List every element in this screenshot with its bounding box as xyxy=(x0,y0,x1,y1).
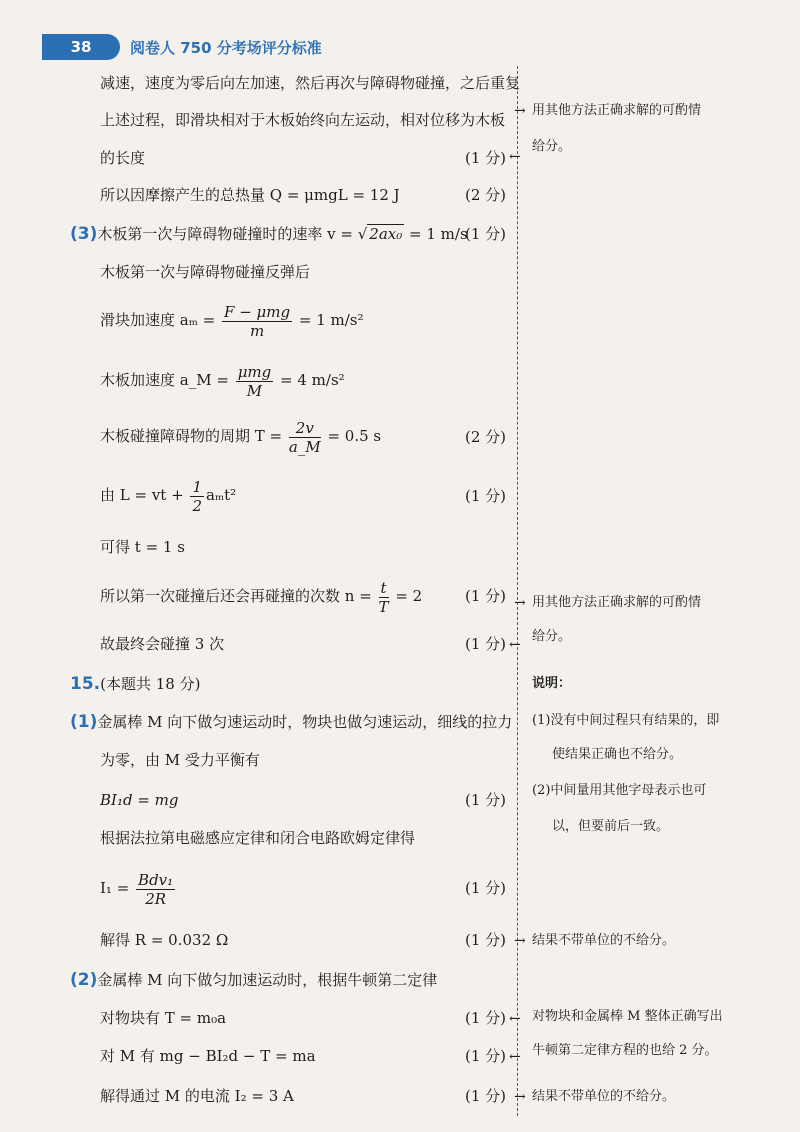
score: (2 分) xyxy=(465,186,507,204)
score: (1 分) xyxy=(465,487,507,505)
fraction: $\frac{\text{Bdv₁}}{2R}$ xyxy=(138,870,174,908)
text-line: 为零，由 M 受力平衡有 xyxy=(100,751,260,769)
note: (1)没有中间过程只有结果的，即 xyxy=(532,713,720,728)
note: 对物块和金属棒 M 整体正确写出 xyxy=(532,1009,723,1024)
fraction: $\frac{1}{2}$ xyxy=(192,477,202,515)
fraction: $\frac{2v}{a\_M}$ xyxy=(288,418,321,456)
score: (1 分) xyxy=(465,149,507,167)
formula-line: 滑块加速度 aₘ = $\frac{\text{F − μmg}}{m}$ = 1 m/s² xyxy=(100,302,364,340)
section-number: (1) xyxy=(70,712,98,732)
text-line: 可得 t = 1 s xyxy=(100,538,185,556)
score: (1 分) xyxy=(465,587,507,605)
text-line: 减速，速度为零后向左加速，然后再次与障碍物碰撞，之后重复 xyxy=(100,74,521,92)
score: (1 分) xyxy=(465,791,507,809)
text-line: 解得 R = 0.032 Ω xyxy=(100,931,229,949)
text-line: 解得通过 M 的电流 I₂ = 3 A xyxy=(100,1087,294,1105)
text-line: 根据法拉第电磁感应定律和闭合电路欧姆定律得 xyxy=(100,829,416,847)
note: 结果不带单位的不给分。 xyxy=(532,933,676,948)
text-line: 故最终会碰撞 3 次 xyxy=(100,635,225,653)
formula-line: 所以第一次碰撞后还会再碰撞的次数 n = $\frac{t}{T}$ = 2 xyxy=(100,578,423,616)
arrow-right-icon: → xyxy=(514,595,526,611)
arrow-left-icon: ← xyxy=(509,637,521,653)
fraction: $\frac{\text{μmg}}{M}$ xyxy=(237,362,272,400)
score: (1 分) xyxy=(465,635,507,653)
fraction: $\frac{\text{F − μmg}}{m}$ xyxy=(224,302,291,340)
question-header xyxy=(70,674,200,694)
note: (2)中间量用其他字母表示也可 xyxy=(532,783,707,798)
text-line: 对 M 有 mg − BI₂d − T = ma xyxy=(100,1047,316,1065)
note: 给分。 xyxy=(532,629,572,644)
section-number: (2) xyxy=(70,970,98,990)
formula-line: 由 L = vt + $\frac{1}{2}$ aₘt² xyxy=(100,477,237,515)
text-line: 上述过程，即滑块相对于木板始终向左运动，相对位移为木板 xyxy=(100,111,506,129)
score: (1 分) xyxy=(465,1047,507,1065)
score: (1 分) xyxy=(465,879,507,897)
section-3: (3)木板第一次与障碍物碰撞时的速率 v = √ 2ax₀ = 1 m/s xyxy=(70,224,468,244)
note: 以，但要前后一致。 xyxy=(552,819,670,834)
page-number: 38 xyxy=(42,34,120,60)
text-line: 的长度 xyxy=(100,149,146,167)
note: 牛顿第二定律方程的也给 2 分。 xyxy=(532,1043,718,1058)
column-divider xyxy=(517,66,518,1116)
note: 用其他方法正确求解的可酌情 xyxy=(532,103,702,118)
arrow-right-icon: → xyxy=(514,103,526,119)
arrow-left-icon: ← xyxy=(509,1049,521,1065)
text-line: 所以因摩擦产生的总热量 Q = μmgL = 12 J xyxy=(100,186,400,204)
page-header xyxy=(22,34,762,62)
section-2: (2)金属棒 M 向下做匀加速运动时，根据牛顿第二定律 xyxy=(70,970,438,990)
section-1: (1)金属棒 M 向下做匀速运动时，物块也做匀速运动，细线的拉力 xyxy=(70,712,513,732)
score: (2 分) xyxy=(465,428,507,446)
header-title: 阅卷人 750 分考场评分标准 xyxy=(130,39,322,57)
arrow-left-icon: ← xyxy=(509,1011,521,1027)
section-number: (3) xyxy=(70,224,98,244)
note: 用其他方法正确求解的可酌情 xyxy=(532,595,702,610)
note: 结果不带单位的不给分。 xyxy=(532,1089,676,1104)
note: 使结果正确也不给分。 xyxy=(552,747,683,762)
formula-line: BI₁d = mg xyxy=(100,791,179,809)
score: (1 分) xyxy=(465,931,507,949)
score: (1 分) xyxy=(465,1009,507,1027)
note-heading: 说明： xyxy=(532,676,572,691)
formula-line: I₁ = $\frac{\text{Bdv₁}}{2R}$ xyxy=(100,870,174,908)
arrow-right-icon: → xyxy=(514,933,526,949)
score: (1 分) xyxy=(465,225,507,243)
fraction: $\frac{t}{T}$ xyxy=(378,578,389,616)
question-number: 15. xyxy=(70,674,101,694)
note: 给分。 xyxy=(532,139,572,154)
text-line: 对物块有 T = m₀a xyxy=(100,1009,227,1027)
formula-line: 木板碰撞障碍物的周期 T = $\frac{2v}{a\_M}$ = 0.5 s xyxy=(100,418,382,456)
text-line: 木板第一次与障碍物碰撞反弹后 xyxy=(100,263,311,281)
formula-line: 木板加速度 a_M = $\frac{\text{μmg}}{M}$ = 4 m/s² xyxy=(100,362,345,400)
score: (1 分) xyxy=(465,1087,507,1105)
question-title: (本题共 18 分) xyxy=(100,675,201,693)
arrow-left-icon: ← xyxy=(509,149,521,165)
arrow-right-icon: → xyxy=(514,1089,526,1105)
